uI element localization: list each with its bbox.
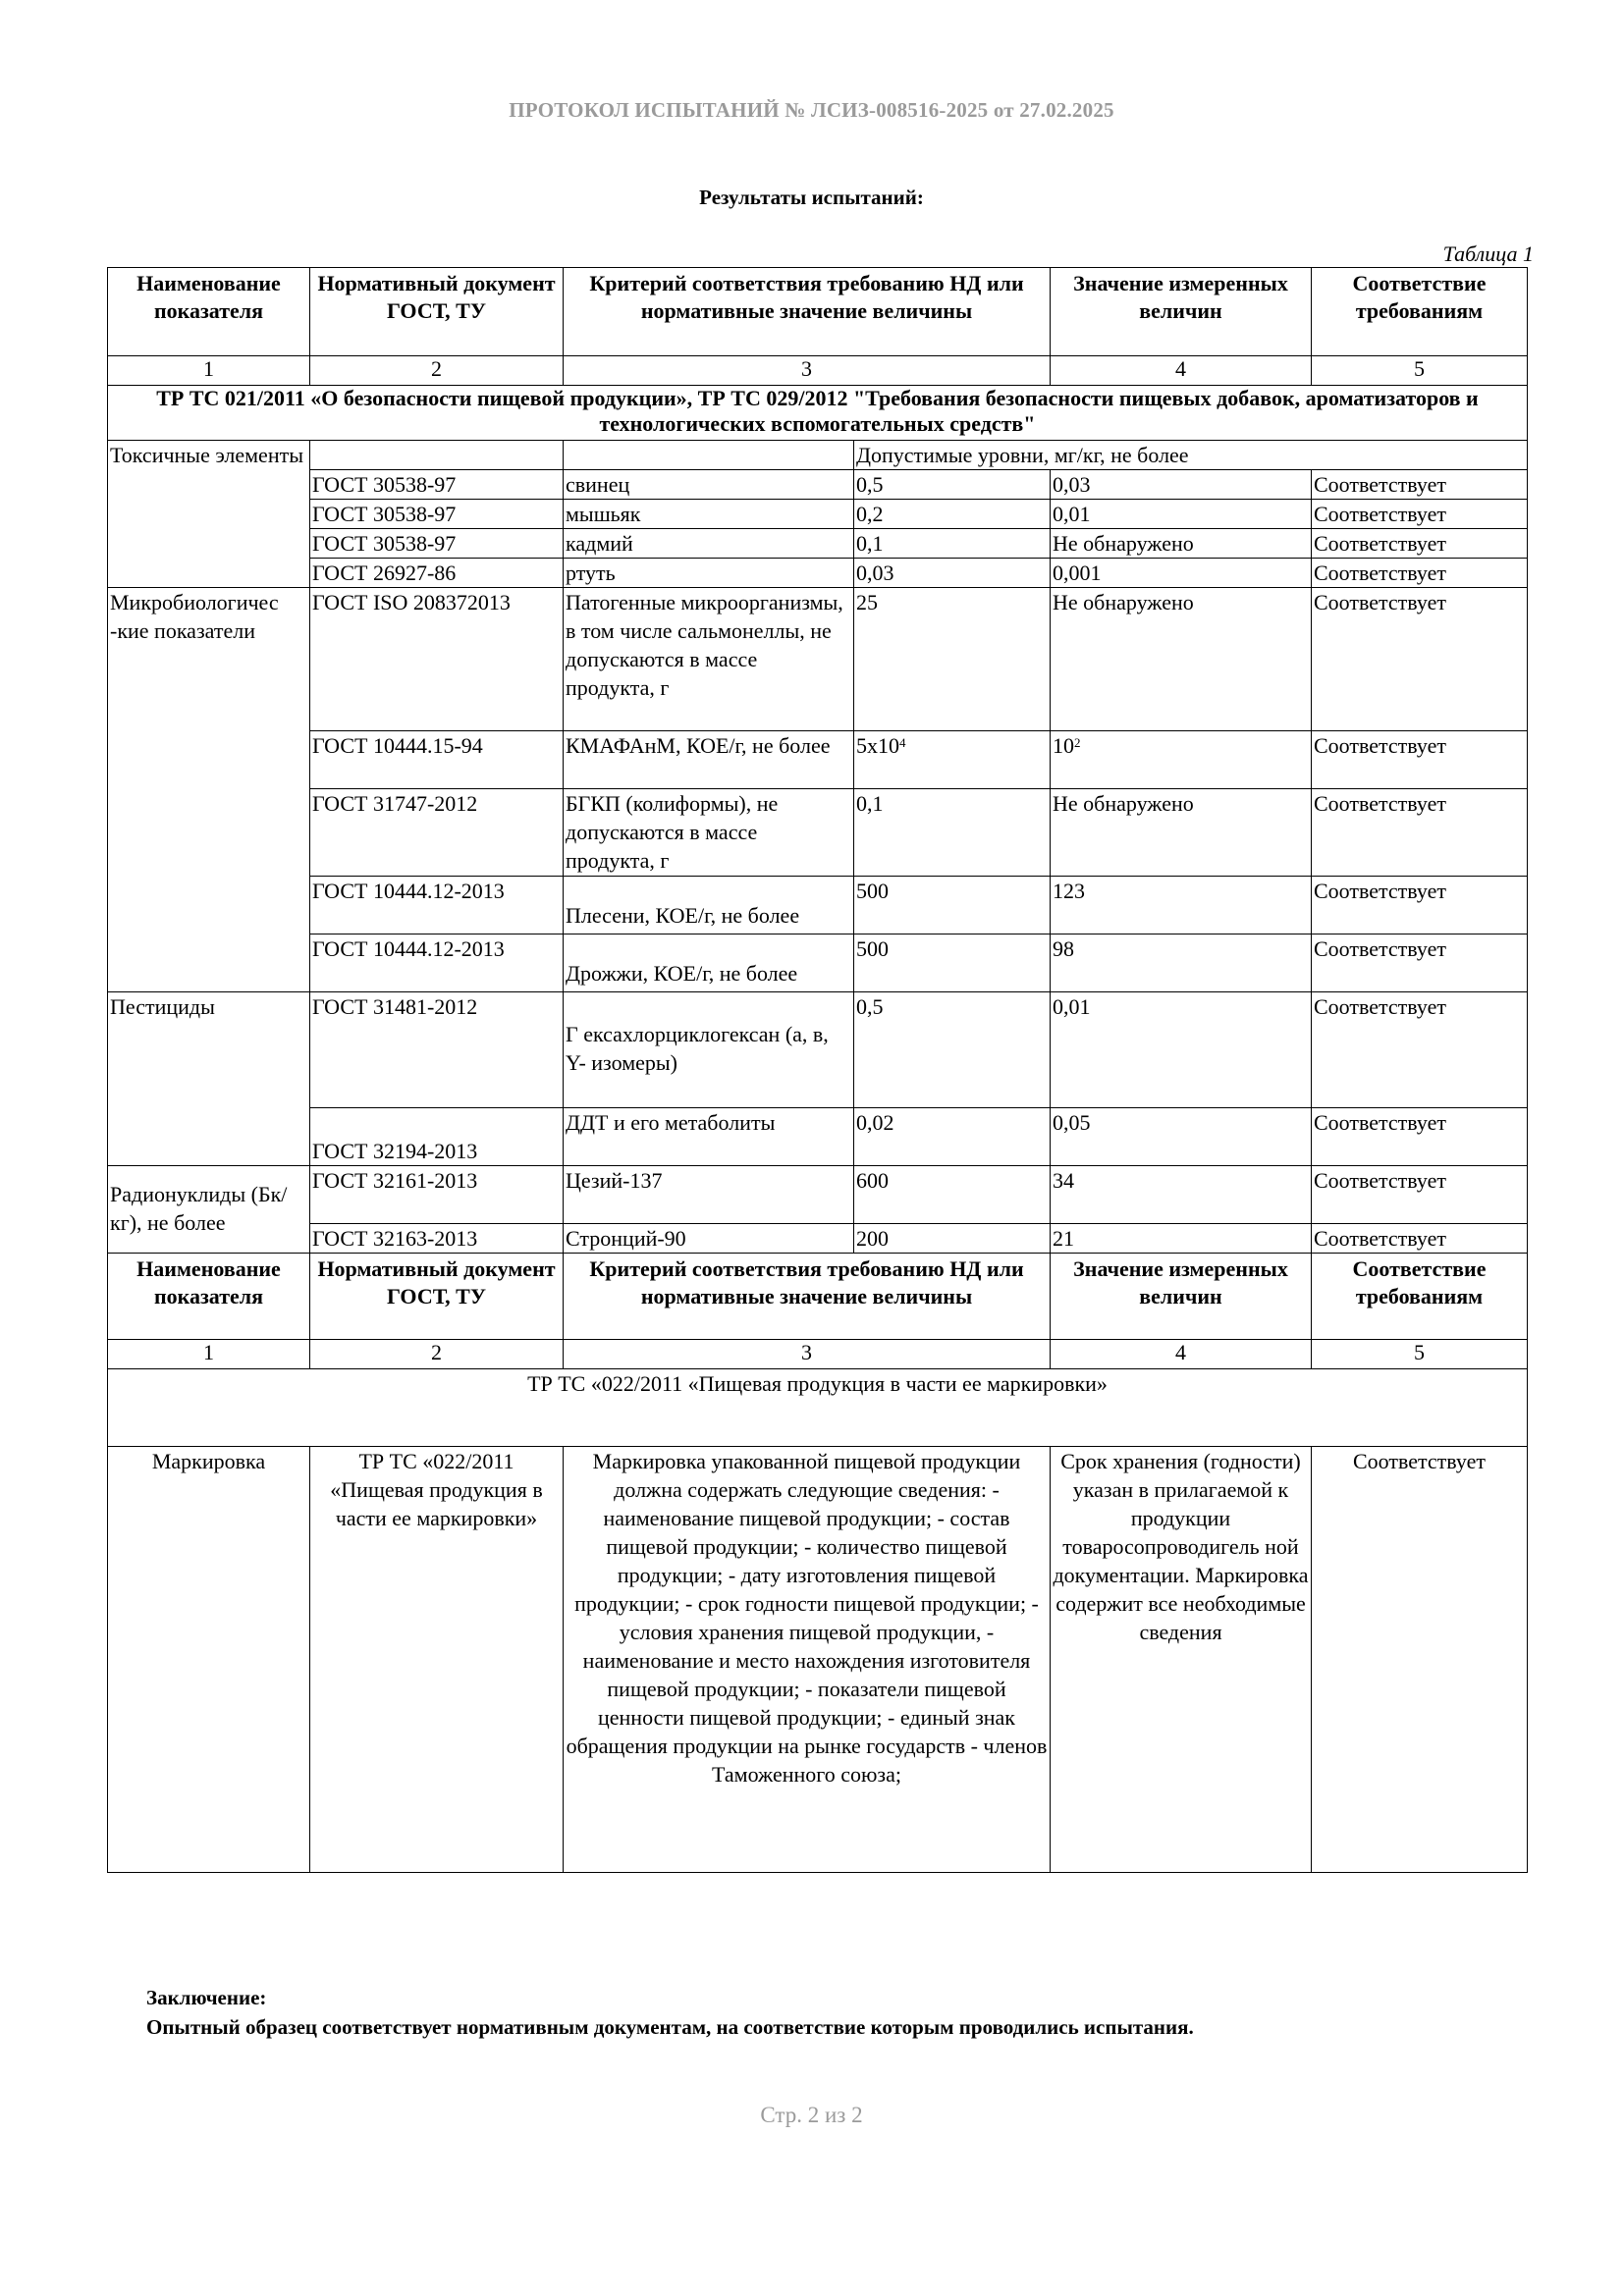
table-row [108,877,1528,934]
norm-base: 5х10 [856,733,899,758]
col-number: 3 [564,356,1051,386]
value-cell: 34 [1051,1166,1312,1224]
doc-cell: ГОСТ 32163-2013 [310,1224,564,1254]
doc-cell: ГОСТ 32194-2013 [310,1108,564,1166]
section-title-tr-ts-022: ТР ТС «022/2011 «Пищевая продукция в части ее маркировки» [108,1369,1528,1447]
criterion-cell: свинец [564,470,854,500]
results-title: Результаты испытаний: [699,186,924,209]
col-number: 5 [1312,356,1528,386]
status-cell: Соответствует [1312,934,1528,992]
norm-cell: 0,1 [854,789,1051,877]
column-number-row-2 [108,1340,1528,1369]
table-row [108,559,1528,588]
value-cell: 123 [1051,877,1312,934]
status-cell: Соответствует [1312,1166,1528,1224]
table-row [108,470,1528,500]
col-header-name: Наименование показателя [108,1254,310,1340]
column-header-row [108,268,1528,356]
col-header-status: Соответствие требованиям [1312,268,1528,356]
doc-cell: ГОСТ 26927-86 [310,559,564,588]
col-header-doc: Нормативный документ ГОСТ, ТУ [310,268,564,356]
col-header-doc: Нормативный документ ГОСТ, ТУ [310,1254,564,1340]
norm-exponent: 4 [899,735,906,750]
value-cell: 0,01 [1051,500,1312,529]
criterion-cell: кадмий [564,529,854,559]
status-cell: Соответствует [1312,1224,1528,1254]
group-toxic-elements: Токсичные элементы [108,441,310,588]
norm-cell: 500 [854,934,1051,992]
norm-cell: 0,2 [854,500,1051,529]
marking-status: Соответствует [1312,1447,1528,1873]
norm-cell: 0,5 [854,470,1051,500]
status-cell: Соответствует [1312,992,1528,1108]
col-header-value: Значение измеренных величин [1051,1254,1312,1340]
value-cell: 0,05 [1051,1108,1312,1166]
page-number: Стр. 2 из 2 [760,2103,863,2127]
value-cell: 0,001 [1051,559,1312,588]
value-cell: 98 [1051,934,1312,992]
criterion-cell: Г ексахлорциклогексан (а, в, Y- изомеры) [564,992,854,1108]
status-cell: Соответствует [1312,588,1528,731]
value-cell: 0,01 [1051,992,1312,1108]
value-cell: Не обнаружено [1051,529,1312,559]
results-table-part1 [107,267,1528,1873]
norm-cell: 500 [854,877,1051,934]
status-cell: Соответствует [1312,500,1528,529]
value-cell: Не обнаружено [1051,789,1312,877]
norm-cell: 0,03 [854,559,1051,588]
col-number: 2 [310,356,564,386]
norm-cell: 600 [854,1166,1051,1224]
col-number: 2 [310,1340,564,1369]
norm-cell: 0,1 [854,529,1051,559]
table-row [108,1447,1528,1873]
col-header-criterion: Критерий соответствия требованию НД или нормативные значение величины [564,1254,1051,1340]
toxic-levels-label: Допустимые уровни, мг/кг, не более [854,441,1528,470]
protocol-header: ПРОТОКОЛ ИСПЫТАНИЙ № ЛСИЗ-008516-2025 от 27.02.2025 [509,98,1114,122]
doc-cell: ГОСТ 32161-2013 [310,1166,564,1224]
col-number: 4 [1051,356,1312,386]
col-header-criterion: Критерий соответствия требованию НД или нормативные значение величины [564,268,1051,356]
table-row [108,1224,1528,1254]
value-cell [1051,731,1312,789]
marking-doc: ТР ТС «022/2011 «Пищевая продукция в части ее маркировки» [310,1447,564,1873]
doc-cell: ГОСТ ISO 208372013 [310,588,564,731]
status-cell: Соответствует [1312,877,1528,934]
col-number: 4 [1051,1340,1312,1369]
criterion-cell: КМАФАнМ, КОЕ/г, не более [564,731,854,789]
criterion-cell: мышьяк [564,500,854,529]
doc-cell: ГОСТ 10444.12-2013 [310,877,564,934]
table-row [108,789,1528,877]
status-cell: Соответствует [1312,1108,1528,1166]
col-number: 3 [564,1340,1051,1369]
doc-cell: ГОСТ 31747-2012 [310,789,564,877]
criterion-cell: Цезий-137 [564,1166,854,1224]
value-cell: 0,03 [1051,470,1312,500]
table-row [108,1108,1528,1166]
value-cell: 21 [1051,1224,1312,1254]
status-cell: Соответствует [1312,789,1528,877]
norm-cell: 0,02 [854,1108,1051,1166]
value-exponent: 2 [1074,735,1081,750]
section-title-tr-ts-021: ТР ТС 021/2011 «О безопасности пищевой продукции», ТР ТС 029/2012 "Требования безопасности пищевых добавок, ароматизаторов и технологических вспомогательных средств" [108,386,1528,441]
status-cell: Соответствует [1312,559,1528,588]
criterion-cell: БГКП (колиформы), не допускаются в массе продукта, г [564,789,854,877]
marking-value: Срок хранения (годности) указан в прилагаемой к продукции товаросопроводигель ной документации. Маркировка содержит все необходимые сведения [1051,1447,1312,1873]
column-number-row [108,356,1528,386]
marking-name: Маркировка [108,1447,310,1873]
doc-cell: ГОСТ 31481-2012 [310,992,564,1108]
norm-cell: 0,5 [854,992,1051,1108]
value-cell: Не обнаружено [1051,588,1312,731]
column-header-row-2 [108,1254,1528,1340]
table-label: Таблица 1 [1442,241,1534,266]
norm-cell: 25 [854,588,1051,731]
doc-cell: ГОСТ 30538-97 [310,529,564,559]
col-header-name: Наименование показателя [108,268,310,356]
criterion-cell: ртуть [564,559,854,588]
conclusion [146,1983,1194,2042]
status-cell: Соответствует [1312,731,1528,789]
col-number: 5 [1312,1340,1528,1369]
criterion-cell: Патогенные микроорганизмы, в том числе сальмонеллы, не допускаются в массе продукта, г [564,588,854,731]
value-base: 10 [1053,733,1074,758]
group-microbiological: Микробиологичес -кие показатели [108,588,310,992]
table-row [108,992,1528,1108]
marking-criterion: Маркировка упакованной пищевой продукции должна содержать следующие сведения: - наименование пищевой продукции; - состав пищевой продукции; - количество пищевой продукции; - дату изготовления пищевой продукции; - срок годности пищевой продукции; - условия хранения пищевой продукции, - наименование и место нахождения изготовителя пищевой продукции; - показатели пищевой ценности пищевой продукции; - единый знак обращения продукции на рынке государств - членов Таможенного союза; [564,1447,1051,1873]
status-cell: Соответствует [1312,470,1528,500]
doc-cell: ГОСТ 30538-97 [310,500,564,529]
norm-cell: 200 [854,1224,1051,1254]
table-row [108,588,1528,731]
criterion-cell: Стронций-90 [564,1224,854,1254]
col-number: 1 [108,356,310,386]
table-row [108,731,1528,789]
group-radionuclides: Радионуклиды (Бк/кг), не более [108,1166,310,1254]
doc-cell: ГОСТ 30538-97 [310,470,564,500]
status-cell: Соответствует [1312,529,1528,559]
criterion-cell: Плесени, КОЕ/г, не более [564,877,854,934]
table-row [108,934,1528,992]
doc-cell: ГОСТ 10444.15-94 [310,731,564,789]
criterion-cell: Дрожжи, КОЕ/г, не более [564,934,854,992]
norm-cell [854,731,1051,789]
col-header-status: Соответствие требованиям [1312,1254,1528,1340]
table-row [108,500,1528,529]
group-pesticides: Пестициды [108,992,310,1166]
col-number: 1 [108,1340,310,1369]
col-header-value: Значение измеренных величин [1051,268,1312,356]
conclusion-text: Опытный образец соответствует нормативным документам, на соответствие которым проводились испытания. [146,2015,1194,2039]
conclusion-label: Заключение: [146,1986,267,2009]
doc-cell: ГОСТ 10444.12-2013 [310,934,564,992]
table-row [108,529,1528,559]
criterion-cell: ДДТ и его метаболиты [564,1108,854,1166]
table-row [108,1166,1528,1224]
